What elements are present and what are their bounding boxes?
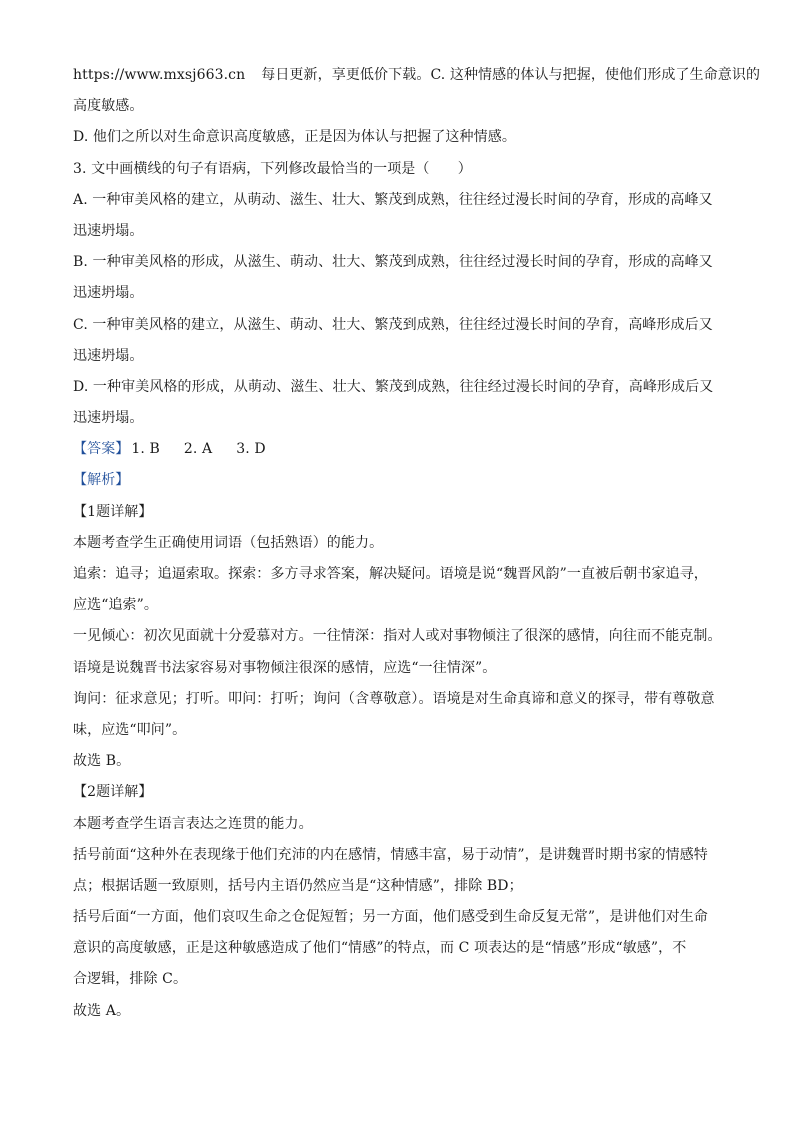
answer-line <box>73 434 723 465</box>
q3-option-c-cont: 迅速坍塌。 <box>73 347 144 364</box>
answer-label: 【答案】 <box>73 441 130 458</box>
q1-line: 追索：追寻；追逼索取。探索：多方寻求答案，解决疑问。语境是说“魏晋风韵”一直被后朝书家追寻， <box>73 566 708 582</box>
answer-item: 2. A <box>183 441 213 458</box>
header-line <box>73 60 761 91</box>
q3-option-a-cont: 迅速坍塌。 <box>73 222 144 239</box>
option-c-continued: 高度敏感。 <box>73 98 144 115</box>
q1-line: 一见倾心：初次见面就十分爱慕对方。一往情深：指对人或对事物倾注了很深的感情，向往而不能克制。 <box>73 628 722 645</box>
q1-line: 味，应选“叩问”。 <box>73 721 187 738</box>
answer-item: 1. B <box>131 441 160 458</box>
answer-item: 3. D <box>236 441 266 458</box>
q1-line: 语境是说魏晋书法家容易对事物倾注很深的感情，应选“一往情深”。 <box>73 659 497 676</box>
q2-line: 意识的高度敏感，正是这种敏感造成了他们“情感”的特点，而 C 项表达的是“情感”形成“敏感”，不 <box>73 940 687 957</box>
q3-option-a: A. 一种审美风格的建立，从萌动、滋生、壮大、繁茂到成熟，往往经过漫长时间的孕育，形成的高峰又 <box>73 191 713 208</box>
q2-option-d: D. 他们之所以对生命意识高度敏感，正是因为体认与把握了这种情感。 <box>73 129 516 146</box>
q2-line: 合逻辑，排除 C。 <box>73 971 188 988</box>
source-url[interactable]: https://www.mxsj663.cn <box>73 67 246 83</box>
q1-conclusion: 故选 B。 <box>73 753 131 770</box>
q2-heading: 【2题详解】 <box>73 784 153 801</box>
q1-line: 应选“追索”。 <box>73 597 159 614</box>
analysis-label: 【解析】 <box>73 472 130 489</box>
q3-option-d-cont: 迅速坍塌。 <box>73 410 144 427</box>
q3-option-b: B. 一种审美风格的形成，从滋生、萌动、壮大、繁茂到成熟，往往经过漫长时间的孕育，形成的高峰又 <box>73 254 713 271</box>
q3-option-d: D. 一种审美风格的形成，从萌动、滋生、壮大、繁茂到成熟，往往经过漫长时间的孕育，高峰形成后又 <box>73 378 714 395</box>
q2-line: 括号前面“这种外在表现缘于他们充沛的内在感情，情感丰富，易于动情”，是讲魏晋时期书家的情感特 <box>73 846 708 863</box>
q1-line: 本题考查学生正确使用词语（包括熟语）的能力。 <box>73 534 384 551</box>
q2-conclusion: 故选 A。 <box>73 1002 131 1019</box>
q3-stem: 3. 文中画横线的句子有语病，下列修改最恰当的一项是（ ） <box>73 160 472 177</box>
promo-text: 每日更新，享更低价下载。 <box>261 67 431 83</box>
q2-line: 本题考查学生语言表达之连贯的能力。 <box>73 815 313 832</box>
q1-heading: 【1题详解】 <box>73 503 153 520</box>
q3-option-c: C. 一种审美风格的建立，从滋生、萌动、壮大、繁茂到成熟，往往经过漫长时间的孕育，高峰形成后又 <box>73 316 713 333</box>
q3-option-b-cont: 迅速坍塌。 <box>73 285 144 302</box>
document-page <box>73 60 761 1027</box>
option-c-text: C. 这种情感的体认与把握，使他们形成了生命意识的 <box>430 67 761 83</box>
q1-line: 询问：征求意见；打听。叩问：打听；询问（含尊敬意）。语境是对生命真谛和意义的探寻，带有尊敬意 <box>73 690 715 707</box>
q2-line: 点；根据话题一致原则，括号内主语仍然应当是“这种情感”，排除 BD； <box>73 877 523 894</box>
q2-line: 括号后面“一方面，他们哀叹生命之仓促短暂；另一方面，他们感受到生命反复无常”，是讲他们对生命 <box>73 909 708 926</box>
